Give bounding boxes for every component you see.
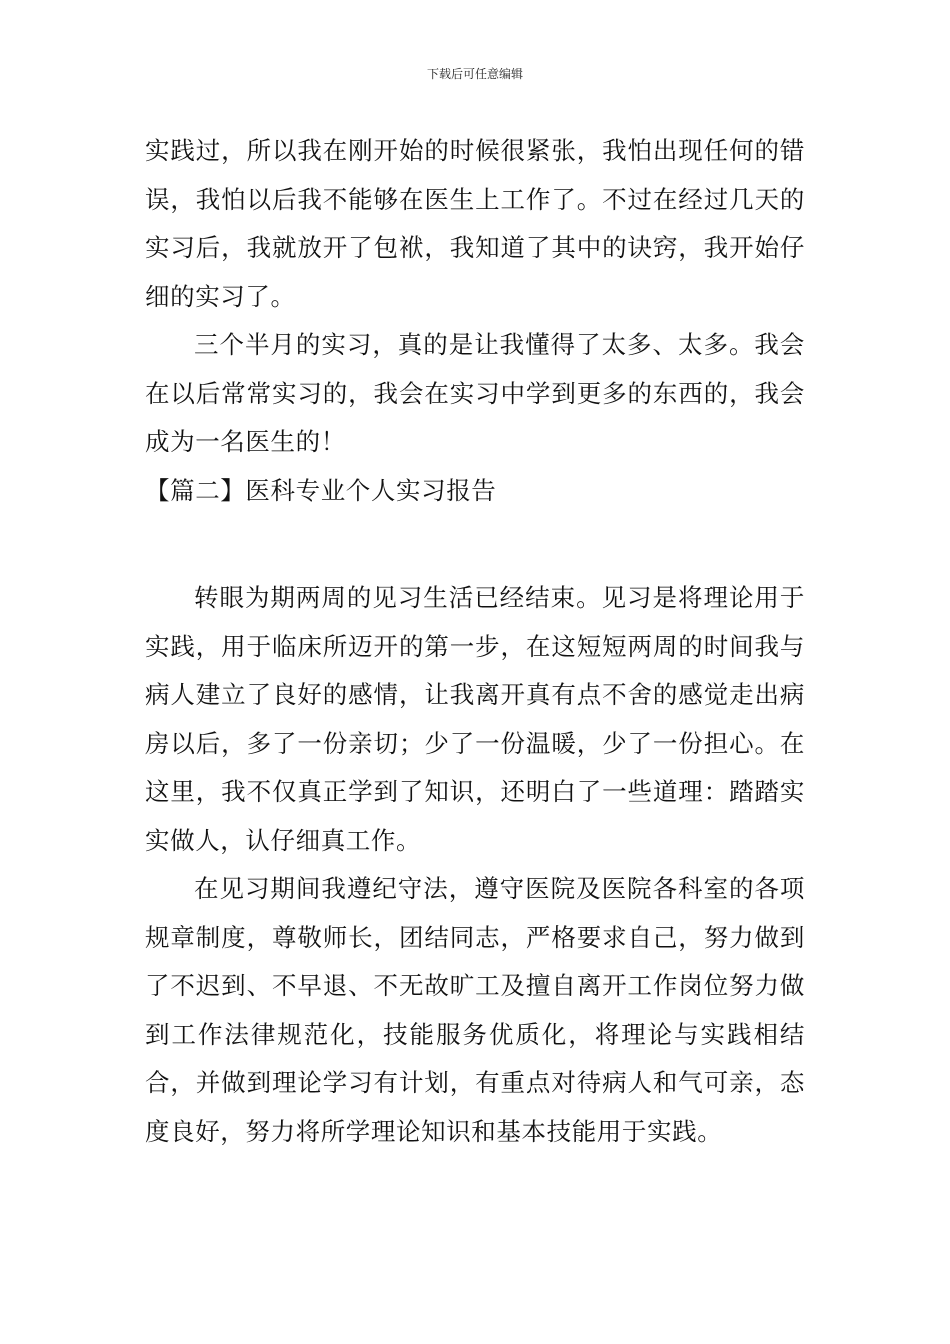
paragraph: 在见习期间我遵纪守法，遵守医院及医院各科室的各项规章制度，尊敬师长，团结同志，严格要求自己，努力做到了不迟到、不早退、不无故旷工及擅自离开工作岗位努力做到工作法律规范化，技能服务优质化，将理论与实践相结合，并做到理论学习有计划，有重点对待病人和气可亲，态度良好，努力将所学理论知识和基本技能用于实践。 — [145, 874, 805, 1146]
body-text-bottom — [145, 574, 805, 1156]
body-text-top — [145, 127, 805, 515]
paragraph: 转眼为期两周的见习生活已经结束。见习是将理论用于实践，用于临床所迈开的第一步，在这短短两周的时间我与病人建立了良好的感情，让我离开真有点不舍的感觉走出病房以后，多了一份亲切；少了一份温暖，少了一份担心。在这里，我不仅真正学到了知识，还明白了一些道理：踏踏实实做人，认仔细真工作。 — [145, 583, 805, 855]
paragraph-continuation: 实践过，所以我在刚开始的时候很紧张，我怕出现任何的错误，我怕以后我不能够在医生上工作了。不过在经过几天的实习后，我就放开了包袱，我知道了其中的诀窍，我开始仔细的实习了。 — [145, 136, 805, 311]
section-heading: 【篇二】医科专业个人实习报告 — [145, 475, 497, 505]
paragraph: 三个半月的实习，真的是让我懂得了太多、太多。我会在以后常常实习的，我会在实习中学到更多的东西的，我会成为一名医生的！ — [145, 330, 805, 456]
page-header: 下载后可任意编辑 — [426, 67, 523, 81]
